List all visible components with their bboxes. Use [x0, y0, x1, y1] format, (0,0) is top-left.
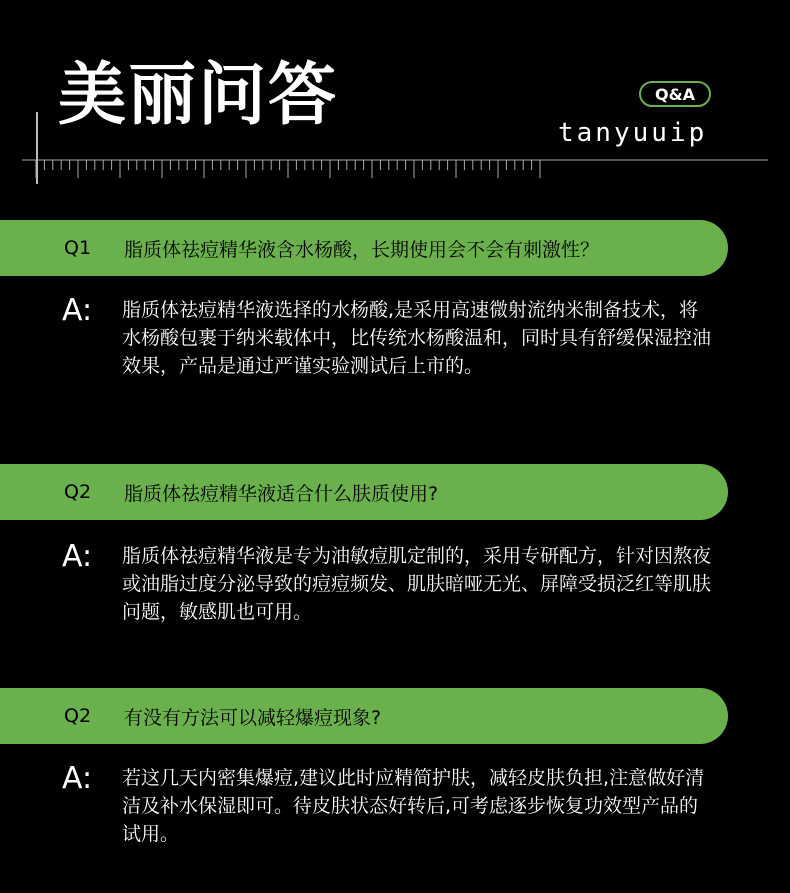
question-number: Q2	[64, 481, 92, 503]
question-number: Q2	[64, 705, 92, 727]
answer-block-3	[62, 761, 722, 854]
answer-block-2	[62, 539, 722, 632]
answer-block-1	[62, 293, 722, 416]
question-text: 有没有方法可以减轻爆痘现象?	[124, 706, 382, 729]
answer-mark: A:	[62, 761, 93, 796]
qa-badge: Q&A	[639, 81, 711, 107]
answer-text: 脂质体祛痘精华液选择的水杨酸,是采用高速微射流纳米制备技术，将水杨酸包裹于纳米载体中，比传统水杨酸温和，同时具有舒缓保湿控油效果，产品是通过严谨实验测试后上市的。	[122, 299, 712, 377]
question-bar-1	[0, 220, 728, 276]
question-text: 脂质体祛痘精华液适合什么肤质使用?	[124, 482, 439, 505]
question-bar-3	[0, 688, 728, 744]
answer-text: 若这几天内密集爆痘,建议此时应精简护肤，减轻皮肤负担,注意做好清洁及补水保湿即可。待皮肤状态好转后,可考虑逐步恢复功效型产品的试用。	[122, 767, 705, 845]
answer-text: 脂质体祛痘精华液是专为油敏痘肌定制的，采用专研配方，针对因熬夜或油脂过度分泌导致的痘痘频发、肌肤暗哑无光、屏障受损泛红等肌肤问题，敏感肌也可用。	[122, 545, 712, 623]
question-number: Q1	[64, 237, 92, 259]
answer-mark: A:	[62, 293, 93, 328]
answer-mark: A:	[62, 539, 93, 574]
question-text: 脂质体祛痘精华液含水杨酸，长期使用会不会有刺激性？	[124, 238, 600, 261]
brand-name: tanyuuip	[558, 118, 708, 148]
ruler-decoration	[22, 150, 768, 186]
page-title: 美丽问答	[58, 56, 339, 135]
question-bar-2	[0, 464, 728, 520]
